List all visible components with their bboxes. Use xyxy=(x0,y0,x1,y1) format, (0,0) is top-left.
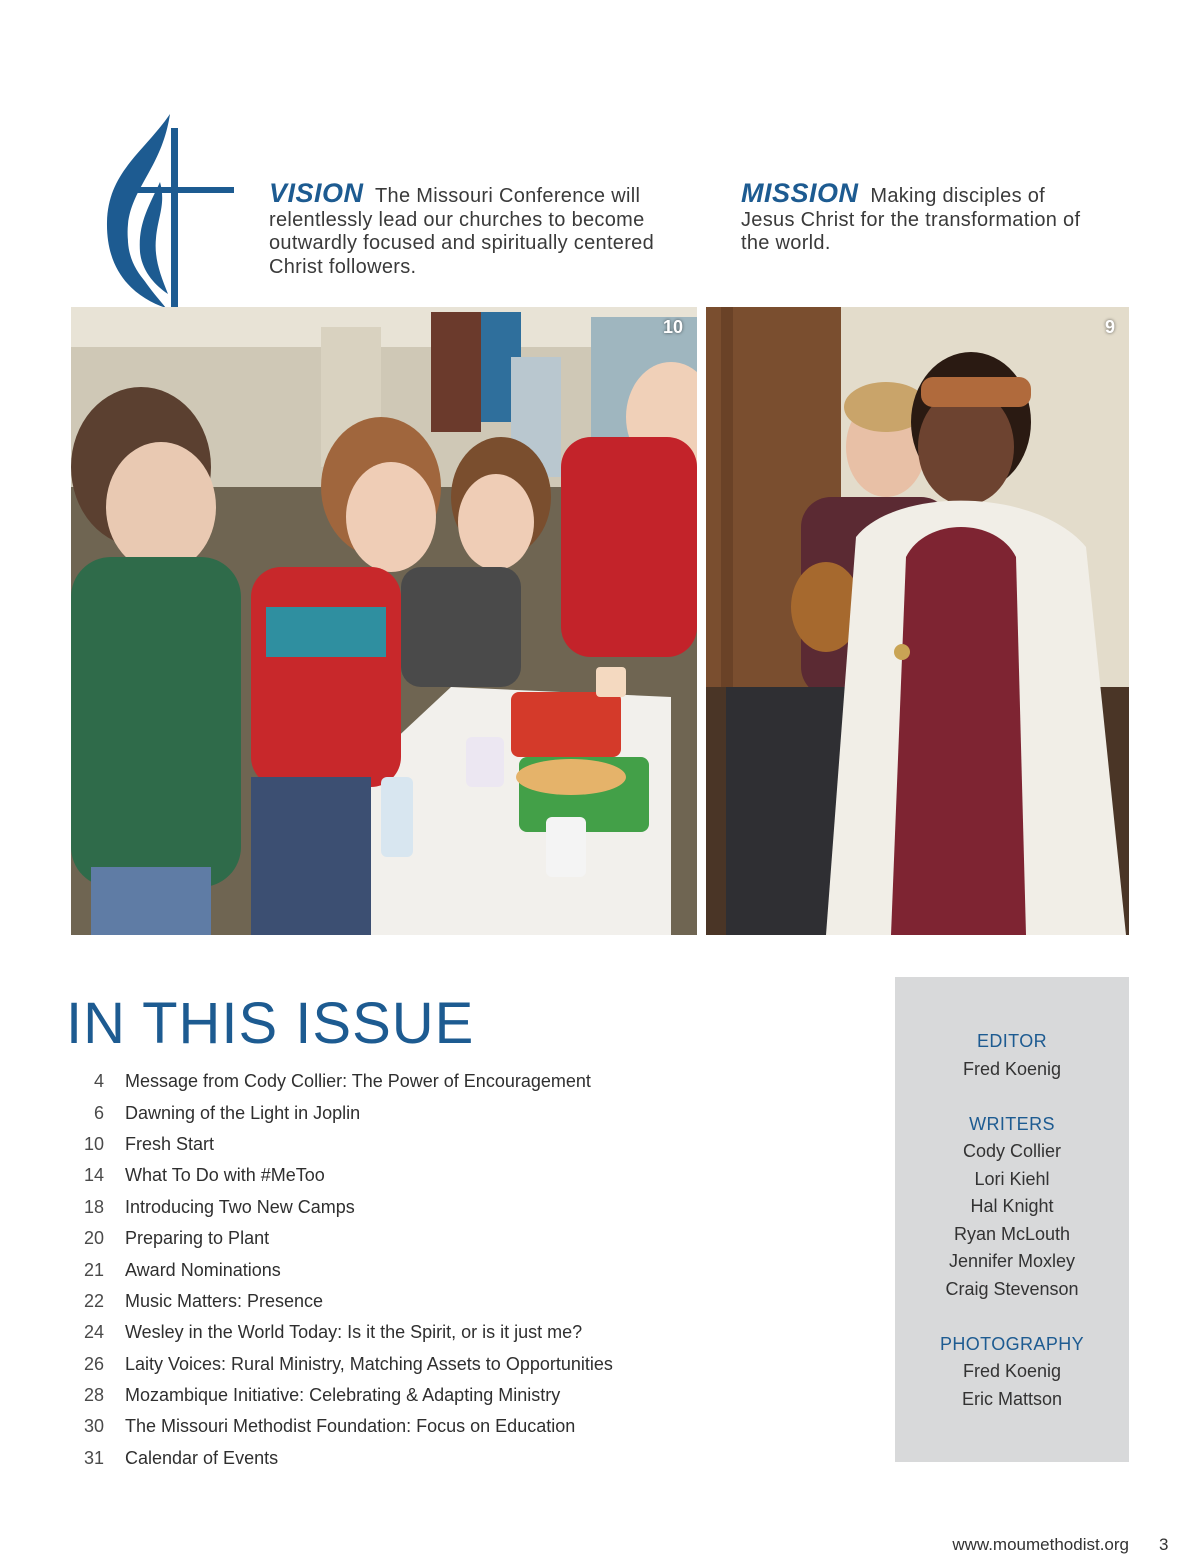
youth-event-photo xyxy=(71,307,697,935)
table-of-contents xyxy=(72,1066,772,1474)
in-this-issue-heading: IN THIS ISSUE xyxy=(66,991,475,1056)
writer-name: Lori Kiehl xyxy=(974,1168,1050,1189)
toc-title: Introducing Two New Camps xyxy=(125,1196,355,1217)
toc-item[interactable] xyxy=(72,1286,772,1317)
toc-title: Calendar of Events xyxy=(125,1447,279,1468)
toc-title: Wesley in the World Today: Is it the Spirit, or is it just me? xyxy=(125,1322,583,1343)
page-number: 3 xyxy=(1159,1535,1169,1554)
toc-item[interactable] xyxy=(72,1349,772,1380)
writer-name: Craig Stevenson xyxy=(945,1278,1079,1299)
toc-page-number: 10 xyxy=(83,1133,104,1154)
mission-text: Making disciples of Jesus Christ for the transformation of the world. xyxy=(741,185,1081,254)
toc-title: Dawning of the Light in Joplin xyxy=(125,1102,361,1123)
toc-item[interactable] xyxy=(72,1411,772,1442)
toc-item[interactable] xyxy=(72,1066,772,1097)
editor-heading: EDITOR xyxy=(976,1031,1048,1051)
toc-item[interactable] xyxy=(72,1192,772,1223)
toc-item[interactable] xyxy=(72,1129,772,1160)
toc-title: Message from Cody Collier: The Power of Encouragement xyxy=(125,1071,591,1092)
toc-title: Fresh Start xyxy=(125,1133,215,1154)
toc-title: Music Matters: Presence xyxy=(125,1290,324,1311)
worship-leader-photo xyxy=(706,307,1129,935)
vision-text: The Missouri Conference will relentlessly lead our churches to become outwardly focused and spiritually centered Christ followers. xyxy=(269,185,655,278)
toc-item[interactable] xyxy=(72,1160,772,1191)
writer-name: Cody Collier xyxy=(962,1141,1062,1161)
photographer-name: Eric Mattson xyxy=(961,1388,1063,1409)
photo-page-ref: 10 xyxy=(662,317,683,337)
editor-name: Fred Koenig xyxy=(962,1058,1062,1079)
toc-title: Mozambique Initiative: Celebrating & Adapting Ministry xyxy=(125,1385,561,1406)
toc-title: The Missouri Methodist Foundation: Focus on Education xyxy=(125,1416,576,1437)
toc-item[interactable] xyxy=(72,1254,772,1285)
toc-title: Award Nominations xyxy=(125,1259,281,1280)
toc-page-number: 21 xyxy=(83,1259,104,1280)
toc-page-number: 4 xyxy=(93,1071,104,1092)
toc-page-number: 22 xyxy=(83,1290,104,1311)
writers-heading: WRITERS xyxy=(969,1113,1055,1134)
toc-page-number: 6 xyxy=(93,1102,104,1123)
mission-statement xyxy=(741,178,1101,256)
toc-title: What To Do with #MeToo xyxy=(125,1165,325,1186)
toc-item[interactable] xyxy=(72,1380,772,1411)
toc-page-number: 14 xyxy=(83,1165,104,1186)
toc-item[interactable] xyxy=(72,1317,772,1348)
photo-page-ref: 9 xyxy=(1104,317,1115,337)
toc-page-number: 24 xyxy=(83,1322,104,1343)
photography-heading: PHOTOGRAPHY xyxy=(939,1333,1085,1354)
toc-item[interactable] xyxy=(72,1097,772,1128)
toc-title: Laity Voices: Rural Ministry, Matching Assets to Opportunities xyxy=(125,1353,613,1374)
website-url[interactable]: www.moumethodist.org xyxy=(952,1535,1129,1554)
writer-name: Ryan McLouth xyxy=(953,1223,1071,1244)
staff-credits-box xyxy=(895,977,1129,1462)
toc-page-number: 18 xyxy=(83,1196,104,1217)
toc-page-number: 26 xyxy=(83,1353,104,1374)
toc-title: Preparing to Plant xyxy=(125,1228,270,1249)
mission-keyword: MISSION xyxy=(741,178,859,208)
toc-item[interactable] xyxy=(72,1223,772,1254)
writer-name: Jennifer Moxley xyxy=(948,1251,1076,1271)
writer-name: Hal Knight xyxy=(970,1196,1054,1216)
toc-page-number: 30 xyxy=(83,1416,104,1437)
toc-page-number: 28 xyxy=(83,1385,104,1406)
photographer-name: Fred Koenig xyxy=(962,1361,1062,1381)
toc-page-number: 31 xyxy=(83,1447,104,1468)
toc-page-number: 20 xyxy=(83,1228,104,1249)
vision-keyword: VISION xyxy=(269,178,364,208)
vision-statement xyxy=(269,178,709,279)
toc-item[interactable] xyxy=(72,1443,772,1474)
